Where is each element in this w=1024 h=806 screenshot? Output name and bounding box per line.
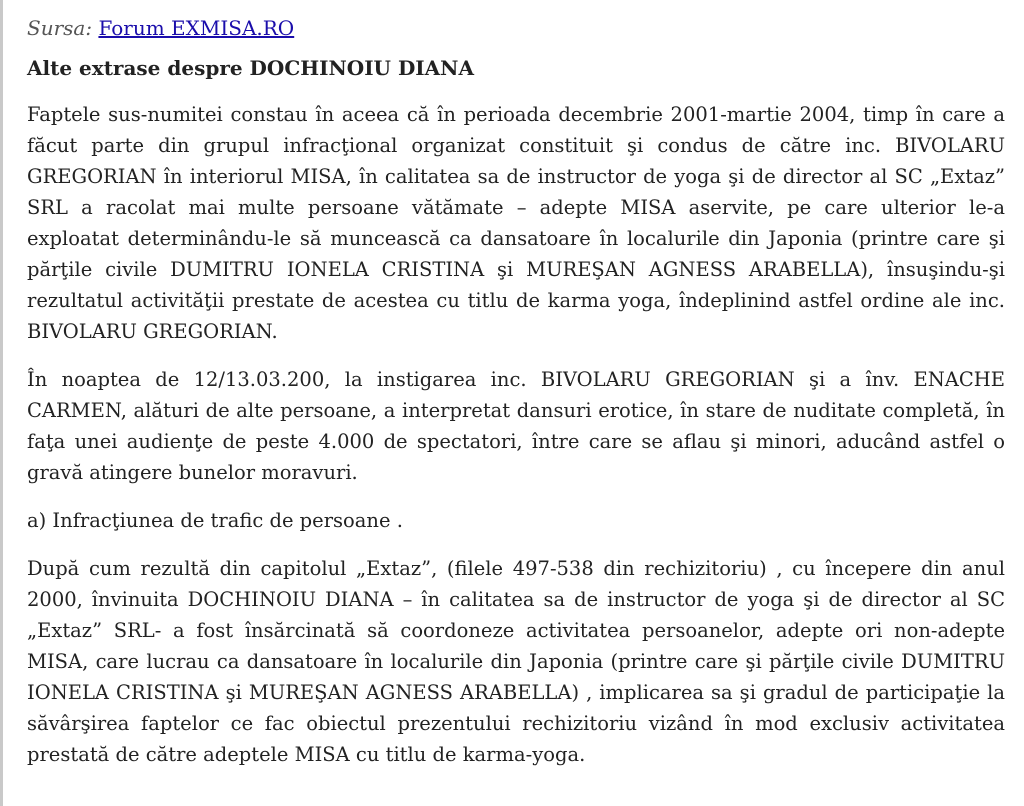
left-border [0,0,3,806]
paragraph-3: a) Infracţiunea de trafic de persoane . [27,509,403,532]
section-heading: Alte extrase despre DOCHINOIU DIANA [27,56,474,80]
paragraph-4: După cum rezultă din capitolul „Extaz”, (filele 497-538 din rechizitoriu) , cu începere din anul 2000, învinuita DOCHINOIU DIANA – în calitatea sa de instructor de yoga şi de director al SC „Extaz” SRL- a fost însărcinată să coordoneze activitatea persoanelor, adepte ori non-adepte MISA, care lucrau ca dansatoare în localurile din Japonia (printre care şi părţile civile DUMITRU IONELA CRISTINA şi MUREŞAN AGNESS ARABELLA) , implicarea sa şi gradul de participaţie la săvârşirea faptelor ce fac obiectul prezentului rechizitoriu vizând în mod exclusiv activitatea prestată de către adeptele MISA cu titlu de karma-yoga. [27,557,1005,766]
source-prefix: Sursa: [27,16,93,40]
paragraph-2: În noaptea de 12/13.03.200, la instigarea inc. BIVOLARU GREGORIAN şi a înv. ENACHE CARMEN, alături de alte persoane, a interpretat dansuri erotice, în stare de nuditate completă, în faţa unei audienţe de peste 4.000 de spectatori, între care se aflau şi minori, aducând astfel o gravă atingere bunelor moravuri. [27,368,1005,484]
source-line [27,12,1005,44]
source-link[interactable]: Forum EXMISA.RO [98,16,295,40]
article-body [27,12,1005,787]
paragraph-1: Faptele sus-numitei constau în aceea că în perioada decembrie 2001-martie 2004, timp în care a făcut parte din grupul infracţional organizat constituit şi condus de către inc. BIVOLARU GREGORIAN în interiorul MISA, în calitatea sa de instructor de yoga şi de director al SC „Extaz” SRL a racolat mai multe persoane vătămate – adepte MISA aservite, pe care ulterior le-a exploatat determinându-le să muncească ca dansatoare în localurile din Japonia (printre care şi părţile civile DUMITRU IONELA CRISTINA şi MUREŞAN AGNESS ARABELLA), însuşindu-şi rezultatul activităţii prestate de acestea cu titlu de karma yoga, îndeplinind astfel ordine ale inc. BIVOLARU GREGORIAN. [27,103,1005,343]
